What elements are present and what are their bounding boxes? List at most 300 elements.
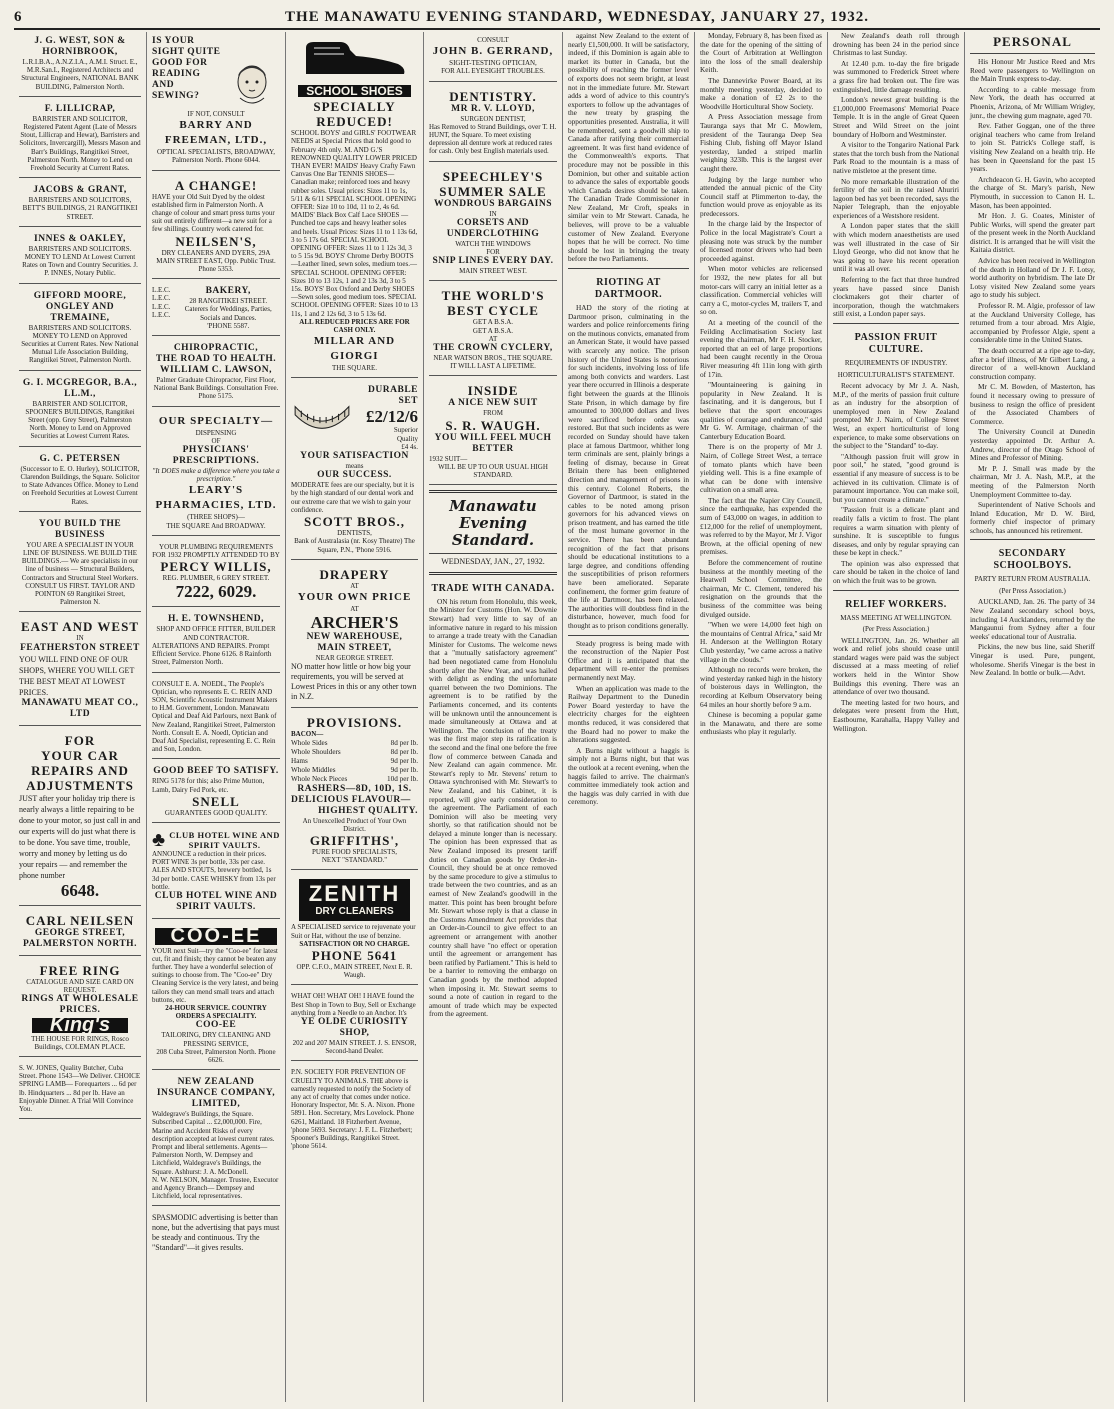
personal-paragraph: The death occurred at a ripe age to-day, after a brief illness, of Mr Gilbert Lang, a director of a well-known Auckland construction company. — [970, 346, 1095, 381]
plumbing-body: YOUR PLUMBING REQUIREMENTS FOR 1932 PROMPTLY ATTENDED TO BY — [152, 542, 280, 560]
opt-consult: CONSULT — [477, 36, 509, 44]
secondary-from: (Per Press Association.) — [999, 586, 1066, 595]
ad-name: F. LILLICRAP, — [44, 103, 116, 114]
ad-body: YOU ARE A SPECIALIST IN YOUR LINE OF BUSINESS. WE BUILD THE BUILDINGS.— We are specialists in our line of business — Structural Builders, Contractors and Structural Steel Workers. CONSULT US FIRST. TAYLOR AND POINTON 69 Rangitikei Street, Palmerston N. — [21, 540, 139, 607]
kings-wholesale: RINGS AT WHOLESALE PRICES. — [21, 993, 139, 1015]
news-paragraph: No more remarkable illustration of the fertility of the soil in the raised Ahuriri lagoon bed has yet been recorded, says the Napier Telegraph, than the enjoyable experiences of a Westshore resident. — [833, 176, 959, 220]
ad-name: G. C. PETERSEN — [39, 453, 121, 464]
passion-sub2: HORTICULTURALIST'S STATEMENT. — [837, 370, 955, 379]
ad-noedl — [152, 676, 280, 760]
spec-name: LEARY'S PHARMACIES, LTD. — [155, 484, 277, 512]
dent-means: means — [345, 462, 364, 471]
shoes-body: SCHOOL BOYS' and GIRLS' FOOTWEAR NEEDS at Special Prices that hold good to February 4th only. M. AND G.'S RENOWNED QUALITY LOWER PRICED THAN EVER! MAIDS' Heavy Crafty Fawn Canvas One Bar TENNIS SHOES—Canadian make; reinforced toes and heavy rubber soles. Usual prices: Sizes 11 to 1s, 5/11 & 6/11 SPECIAL SCHOOL OPENING OFFER: Size 10 to 10d, 11 to 2, 4s 6d. MAIDS' Black Box Calf Lace SHOES —Punched toe caps and heavy leather soles and heels. Usual Prices: Sizes 11 to 1 13s 6d, 3 to 5 17s 6d. SPECIAL SCHOOL OPENING OFFER: Sizes 11 to 1 12s 3d, 3 to 5 15s 9d. BOYS' Chrome Derby BOOTS—Leather lined, sewn soles, medium toes.— SPECIAL SCHOOL OPENING OFFER: Sizes 10 to 13 12s, 1 and 2 13s 3d, 3 to 5 15s. BOYS' Box Oxford and Derby SHOES —Sewn soles, good medium toes. SPECIAL SCHOOL OPENING OFFER: Sizes 10 to 13 11s, 1 and 2 12s 6d, 3 to 5 13s 6d. — [291, 129, 418, 318]
waugh-suit: A NICE NEW SUIT — [448, 398, 538, 409]
ad-kings-rings — [19, 959, 141, 1057]
ad-lec-bakery — [152, 282, 280, 336]
spec-main: PHYSICIANS' PRESCRIPTIONS. — [172, 445, 260, 467]
prov-item: Whole Middles — [291, 765, 336, 774]
ad-gerrand-optician — [429, 32, 557, 82]
ad-zenith — [291, 873, 418, 985]
personal-paragraph: Professor R. M. Algie, professor of law at the Auckland University College, has returned from a tour abroad. Mrs Algie, accompanied by Professor Algie, spent a considerable time in the United States. — [970, 301, 1095, 345]
nzi-name: NEW ZEALAND INSURANCE COMPANY, LIMITED, — [156, 1077, 276, 1110]
shoes-reduced: ALL REDUCED PRICES ARE FOR CASH ONLY. — [299, 317, 410, 335]
cooee-name: COO-EE — [195, 1020, 237, 1031]
rioting-headline: RIOTING AT DARTMOOR. — [594, 277, 663, 301]
relief-headline: RELIEF WORKERS. — [845, 598, 947, 610]
chiro-title: CHIROPRACTIC, — [173, 343, 259, 354]
club-name: CLUB HOTEL WINE AND SPIRIT VAULTS. — [169, 829, 280, 850]
shoes-title: SPECIALLY REDUCED! — [313, 99, 396, 130]
trade-paragraph: ON his return from Honolulu, this week, the Minister for Customs (Hon. W. Downie Stewart) had very little to say of an informative nature in regard to his mission to arrange a trade treaty with the Canadian Minister for Customs. The welcome news that a "mutually satisfactory agreement" had been negotiated came from Honolulu shortly after the New Year, and was hailed with delight as ending the unfortunate quarrel between the two Dominions. The agreement is to be ratified by the Parliaments concerned, and its contents will be unknown until the announcement is made simultaneously at Ottawa and at Wellington. The conclusion of the treaty was the first major step its ratification is the second and the final one before the free flow of commerce between Canada and New Zealand can again commence. Mr. Stewart's reply to Mr. Stevens' return to Ottawa synchronised with Mr. Stewart's to New Zealand, and his Cabinet, it is reported, will give early consideration to the agreement. The Parliament of each Dominion will also be meeting very shortly, so that ratification should not be delayed a minute longer than is necessary. The opinion has been expressed that as New Zealand imposed its present tariff duties on Canadian goods by Order-in-Council, they should be at once removed by the same procedure to give a stimulus to trade between the two countries, and as an earnest of New Zealand's goodwill in the matter. This point has been brought before Mr. Stewart whose reply is that a clause in the Customs Amendment Act provides that an Order-in-Council to give effect to an agreement or arrangement with another country shall have "no effect or operation until the agreement or arrangement has been ratified by Parliament." This is held to be a barrier to removing the embargo on Canadian goods by the method adopted when imposing it. Mr. Stewart seems to sound a note of caution in regard to the amount of trade which may be expected from the agreement. — [429, 596, 557, 1019]
prov-price: 9d per lb. — [390, 756, 418, 765]
ad-club-hotel — [152, 826, 280, 919]
dent4-title: DENTISTRY. — [449, 88, 537, 104]
ad-millar-giorgi — [291, 32, 418, 378]
zenith-body: A SPECIALISED service to rejuvenate your Suit or Hat, without the use of benzine. — [291, 923, 416, 940]
column-3 — [285, 32, 423, 1402]
prov-row — [291, 766, 418, 775]
club-body: ANNOUNCE a reduction in their prices. PORT WINE 3s per bottle, 33s per case. ALES AND STOUTS, brewery bottled, 1s 3d per bottle. CASE WHISKY from 13s per bottle. — [152, 849, 276, 891]
drap-title: DRAPERY — [319, 566, 390, 582]
cooee-logo: COO-EE — [155, 928, 278, 945]
article-rule — [568, 635, 689, 636]
ad-lillicrap — [19, 100, 141, 178]
prov-price: 8d per lb. — [390, 747, 418, 756]
dentures-row — [291, 385, 418, 451]
townshend-name: H. E. TOWNSHEND, — [167, 614, 265, 625]
passion-paragraph: "Passion fruit is a delicate plant and readily falls a victim to frost. The plant requires a warm situation with plenty of sunshine. It is susceptible to fungus diseases, and only by regular spraying can these be kept in check." — [833, 505, 959, 558]
eastwest-in: IN — [76, 634, 84, 643]
ad-body: L.R.I.B.A., A.N.Z.I.A., A.M.I. Struct. E., M.R.San.I., Registered Architects and Structural Engineers, NATIONAL BANK BUILDING, Palmerston North. — [21, 58, 139, 91]
ad-townshend — [152, 610, 280, 672]
bakery-name: BAKERY, — [205, 286, 251, 297]
sight-body: OPTICAL SPECIALISTS, BROADWAY, Palmerston North. Phone 6044. — [157, 148, 275, 165]
personal-headline: PERSONAL — [993, 34, 1072, 49]
column-6 — [694, 32, 827, 1402]
spe-line4: SNIP LINES EVERY DAY. — [432, 256, 554, 267]
opt-name: JOHN B. GERRAND, — [432, 45, 554, 58]
news-paragraph: When an application was made to the Railway Department to the Dunedin Power Board yesterday to have the electricity charges for the eighteen months reduced, it was considered that the Board had no power to make the alterations suggested. — [568, 683, 689, 745]
change-body: HAVE your Old Suit Dyed by the oldest established firm in Palmerston North. A change of colour and smart press turns your suit out entirely different—a new suit for a few shillings. Country work catered for. — [152, 192, 275, 234]
ad-spca — [291, 1064, 418, 1155]
school-shoe-illustration — [300, 38, 410, 78]
prov-price: 8d per lb. — [390, 738, 418, 747]
prov-item: Whole Neck Pieces — [291, 774, 348, 783]
crown-at: AT — [488, 334, 498, 343]
news-paragraph: Referring to the fact that three hundred years have passed since Danish clockmakers got their charter of incorporation, though the watchmakers still exist, a London paper says. — [833, 275, 959, 319]
club-sign: CLUB HOTEL WINE AND SPIRIT VAULTS. — [154, 890, 278, 912]
eastwest-sign: MANAWATU MEAT CO., LTD — [21, 697, 139, 719]
prov-price: 10d per lb. — [387, 774, 418, 783]
prov-row — [291, 757, 418, 766]
personal-paragraph: Rev. Father Goggan, one of the three original teachers who came from Ireland to join St. Patrick's College staff, is visiting New Zealand on a health trip. He has been in Queensland for the past 15 years. — [970, 121, 1095, 174]
ad-body: BARRISTER AND SOLICITOR, Registered Patent Agent (Late of Messrs Stout, Lillicrap and Hewat), Barristers and Solicitors, Invercargill), Messrs Mason and Barr's Buildings, Rangitikei Street, Palmerston North. Money to Lend on Freehold Security at Current Rates. — [19, 114, 141, 173]
rioting-paragraph: HAD the story of the rioting at Dartmoor prison, culminating in the warders and police reinforcements firing on the mutinous convicts, emanated from an American State, it would have passed with scarcely any notice. The prison history of the United States is notorious for such incidents, involving loss of life among both convicts and warders. Last year there occurred in Illinois a desperate fight between the guards at the Illinois State Prison, in which damage by fire amounted to 300,000 dollars and lives were sacrificed before order was restored. But that such incidents as were recorded on Sunday should have taken place at famous Dartmoor, whither long term criminals are sent, plainly brings a feeling of dismay, because in Great Britain there has been enlightened direction and management of prisons in this century. Colonel Roberts, the Governor of Dartmoor, is stated in the cables to be noted among prison governors for his advanced views on prison treatment, and has earned the title of the most humane governor in the service. There has been abundant recognition of the fact that prisons should be educational institutions to a large degree, and conditions offending the susceptibilities of prison reformers have been ameliorated. Separate confinement, the former grim feature of the life at Dartmoor, has been relaxed. The authorities will doubtless find in the disturbance, however, much food for thought as to prison conditions generally. — [568, 303, 689, 630]
spe-for: FOR — [486, 248, 500, 257]
ad-spasmodic — [152, 1209, 280, 1258]
ad-petersen — [19, 450, 141, 512]
prov-sub: PURE FOOD SPECIALISTS, — [312, 847, 397, 856]
news-paragraph: Monday, February 8, has been fixed as the date for the opening of the sitting of the Court of Arbitration at Wellington into the loss of the small dealership Keith. — [700, 32, 822, 75]
spe-line3: WATCH THE WINDOWS — [455, 239, 531, 248]
ad-waugh-suit — [429, 379, 557, 485]
news-paragraph: Before the commencement of routine business at the monthly meeting of the Heatwell School Committee, the chairman, Mr C. Clement, tendered his resignation on the grounds that the business of the committee was being divulged outside. — [700, 558, 822, 619]
change-name: NEILSEN'S, — [175, 233, 257, 249]
ad-body: BARRISTER AND SOLICITOR, SPOONER'S BUILDINGS, Rangitikei Street (opp. Grey Street), Palmerston North. Money to Lend on Approved Securities at Lowest Current Rates. — [25, 399, 135, 441]
bakery-phone: 'PHONE 5587. — [207, 321, 250, 330]
sight-name: BARRY AND FREEMAN, LTD., — [164, 119, 268, 147]
dent-name: SCOTT BROS., — [304, 514, 405, 530]
whatoh-body: WHAT OH! WHAT OH! I HAVE found the Best Shop in Town to Buy, Sell or Exchange anything from a Needle to an Anchor. It's — [291, 992, 416, 1017]
waugh-from: FROM — [483, 409, 503, 418]
news-paragraph: London's newest great building is the £1,000,000 Freemasons' Memorial Peace Temple. It is in the angle of Great Queen Street and Wild Street on the joint boundary of Holborn and Westminster. — [833, 95, 959, 139]
spec-where: THE SQUARE And BROADWAY. — [166, 521, 266, 530]
ad-jones-butcher — [19, 1060, 141, 1119]
article-rule — [970, 539, 1095, 540]
drap-own: YOUR OWN PRICE — [297, 590, 412, 603]
trade-headline: TRADE WITH CANADA. — [431, 582, 555, 594]
editorial-masthead-2: Evening Standard. — [451, 514, 535, 550]
dent4-sub: SURGEON DENTIST, — [460, 114, 526, 123]
prov-row — [291, 775, 418, 784]
ad-name: G. I. MCGREGOR, B.A., LL.M., — [22, 377, 138, 399]
news-paragraph: Although no records were broken, the wind yesterday ranked high in the history of boisterous days in Wellington, the recording at Kelburn Observatory being 64 miles an hour shortly before 9 a.m. — [700, 665, 822, 709]
ad-griffiths-provisions — [291, 711, 418, 870]
neilsen-name: CARL NEILSEN — [25, 912, 135, 928]
relief-from: (Per Press Association.) — [862, 625, 930, 634]
news-paragraph: "Mountaineering is gaining in popularity in New Zealand. It is fascinating, and it is dangerous, but I believe that the sport encourages qualities of courage and endurance," said Mr G. W. Armitage, chairman of the Canterbury Education Board. — [700, 380, 822, 441]
ad-curiosity-shop — [291, 988, 418, 1061]
ad-mcgregor — [19, 374, 141, 447]
zenith-phone: PHONE 5641 — [311, 947, 398, 963]
news-paragraph: A visitor to the Tongariro National Park states that the torch bush from the National Park Road to the mountain is a mass of native mistletoe at the present time. — [833, 140, 959, 175]
page-masthead — [14, 6, 1100, 30]
sight-headline: IS YOUR SIGHT QUITE GOOD FOR READING AND SEWING? — [152, 36, 221, 101]
column-7 — [827, 32, 964, 1402]
prov-bacon: BACON— — [291, 730, 324, 739]
ad-taylor-pointon — [19, 515, 141, 613]
ad-name: JACOBS & GRANT, — [33, 185, 127, 196]
personal-paragraph: Advice has been received in Wellington of the death in Holland of Dr J. F. Lotsy, world authority on hybridism. The late Dr Lotsy visited New Zealand some years ago to study his subject. — [970, 256, 1095, 300]
drap-at: AT — [350, 581, 359, 590]
dent4-body: Has Removed to Strand Buildings, over T. H. HUNT, the Square. To meet existing depression all denture work at reduced rates for cash. Only best English materials used. — [429, 122, 557, 156]
secondary-paragraph: AUCKLAND, Jan. 26. The party of 34 New Zealand secondary school boys, including 14 Aucklanders, returned by the Mangaunui from Sydney after a four weeks' educational tour of Australia. — [970, 597, 1095, 641]
ad-lloyd-dentistry — [429, 85, 557, 162]
ad-name: YOU BUILD THE BUSINESS — [38, 518, 122, 540]
drap-body: NO matter how little or how big your requirements, you will be served at Lowest Prices in this or any other town in N.Z. — [291, 662, 417, 702]
eastwest-title: EAST AND WEST — [20, 619, 139, 635]
masthead-rule — [429, 490, 557, 493]
ad-body: BARRISTERS AND SOLICITORS. MONEY TO LEND on Approved Securities at Current Rates. New National Mutual Life Association Building, Rangitikei Street, Palmerston North. — [21, 323, 139, 365]
waugh-standard: WILL BE UP TO OUR USUAL HIGH STANDARD. — [438, 462, 548, 480]
zenith-sub: DRY CLEANERS — [315, 906, 394, 918]
zenith-addr: OPP. C.F.O., MAIN STREET, Next E. R. Waugh. — [296, 962, 413, 980]
masthead-title: THE MANAWATU EVENING STANDARD, WEDNESDAY, JANUARY 27, 1932. — [285, 8, 869, 25]
ad-cooee — [152, 922, 280, 1070]
woman-reading-illustration — [220, 62, 280, 108]
drap-near: NEAR GEORGE STREET. — [315, 654, 394, 663]
masthead-rule — [429, 553, 557, 554]
news-paragraph: At a meeting of the council of the Feilding Acclimatisation Society last evening the chairman, Mr F. H. Stocker, reported that an eel of large proportions had been caught recently in the Oroua River measuring 4ft 11in long with girth of 17in. — [700, 318, 822, 379]
sight-consult: IF NOT, CONSULT — [187, 110, 245, 118]
news-paragraph: "When we were 14,000 feet high on the mountains of Central Africa," said Mr H. Anderson at the Wellington Rotary Club yesterday, "we came across a native village in the clouds." — [700, 620, 822, 664]
ad-scott-dentists — [291, 381, 418, 559]
beef-body: RING 5178 for this; also Prime Mutton, Lamb, Dairy Fed Pork, etc. — [152, 777, 265, 794]
drap-sub: NEW WAREHOUSE, — [306, 632, 403, 643]
jones-body: S. W. JONES, Quality Butcher, Cuba Street. Phone 1543—We Deliver. CHOICE SPRING LAMB— Forequarters ... 6d per lb. Hindquarters ... 8d per lb. Have an Enjoyable Dinner. A Trial Will Convince You. — [19, 1063, 141, 1113]
bakery-street: 28 RANGITIKEI STREET. — [189, 297, 268, 306]
news-paragraph: A Press Association message from Tauranga says that Mr C. Mowlem, president of the Tauranga Deep Sea Fishing Club, fishing off Mayor Island yesterday, landed a striped marlin weighing 323lb. This is the largest ever caught there. — [700, 112, 822, 173]
nzi-body: Waldegrave's Buildings, the Square. Subscribed Capital ... £2,000,000. Fire, Marine and Accident Risks of every description accepted at lowest current rates. Prompt and liberal settlements. Agents—Palmerston North, W. Dempsey and Litchfield, Waldegrave's Buildings, the Square. Ashhurst: J. A. McDonell. — [152, 1110, 275, 1176]
dent-quality: Quality — [397, 434, 418, 443]
eastwest-street: FEATHERSTON STREET — [20, 642, 140, 653]
plumbing-phone: 7222, 6029. — [175, 582, 257, 602]
crown-life: IT WILL LAST A LIFETIME. — [450, 362, 536, 371]
trade-continued: against New Zealand to the extent of nearly £1,500,000. It will be satisfactory, indeed, if this Dominion is again able to market its butter in Canada, but the possibility of reaching the former level of exports does not seem bright, at least not in the immediate future. Mr. Stewart adds a word of advice to this country's exporters to follow up the advantages of the new treaty by grasping the opportunities presented. Australia, it will be remembered, sent a goodwill ship to Canada after ratifying their commercial agreement. It was first hand evidence of the Commonwealth's exports. That procedure may not be possible in this Dominion, but other and suitable action to advance the sales of exportable goods which Canada desires should be taken. The Canadian Trade Commissioner in New Zealand, Mr Croft, speaks in similar vein to Mr Stewart. Canada, he believes, will prove to be a valuable customer of New Zealand. Everyone hopes that he will be correct. No time should be lost in bringing the treaty before the two Parliaments. — [568, 32, 689, 264]
dent-ours: OUR SUCCESS. — [317, 470, 392, 481]
personal-paragraph: According to a cable message from New York, the death has occurred at Phoenix, Arizona, of Mr William Wrigley, junr., the chewing gum magnate, aged 70. — [970, 84, 1095, 120]
cooee-service: 24-HOUR SERVICE. COUNTRY ORDERS A SPECIALITY. — [165, 1003, 267, 1021]
ad-name: GIFFORD MOORE, ONGLEY AND TREMAINE, — [33, 290, 127, 323]
passion-headline: PASSION FRUIT CULTURE. — [854, 332, 938, 355]
drap-name: ARCHER'S — [310, 613, 399, 633]
spec-of: OF — [211, 436, 221, 445]
chiro-line: THE ROAD TO HEALTH. — [155, 354, 277, 365]
cooee-sub: TAILORING, DRY CLEANING AND PRESSING SERVICE, — [161, 1031, 271, 1048]
ad-neilsens-dyers — [152, 174, 280, 280]
bakery-layout — [152, 286, 280, 330]
nzi-sign: N. W. NELSON, Manager. Trustee, Executor and Agency Branch— Dempsey and Litchfield, local representatives. — [152, 1175, 279, 1201]
ad-learys-pharmacies — [152, 410, 280, 536]
spec-quote: "It DOES make a difference where you take a prescription." — [152, 467, 280, 484]
crown-name: THE CROWN CYCLERY, — [433, 343, 553, 354]
eastwest-body: YOU WILL FIND ONE OF OUR SHOPS, WHERE YOU WILL GET THE BEST MEAT AT LOWEST PRICES. — [19, 654, 135, 697]
news-paragraph: New Zealand's death roll through drowning has been 24 in the period since Christmas to last Sunday. — [833, 32, 959, 58]
dent-superior: Superior — [393, 426, 418, 435]
news-paragraph: At 12.40 p.m. to-day the fire brigade was summoned to Frederick Street where a grass fire had broken out. The fire was extinguished, little damage resulting. — [833, 58, 959, 94]
news-paragraph: A Burns night without a haggis is simply not a Burns night, but that was the outlook at a recent evening, when the haggis failed to arrive. The chairman's committee immediately took action and the haggis was duly carried in with due ceremony. — [568, 745, 689, 807]
waugh-inside: INSIDE — [467, 383, 519, 399]
dent-body: MODERATE fees are our specialty, but it is by the high standard of our dental work and our extreme care that we wish to gain your confidence. — [291, 481, 415, 514]
secondary-headline: SECONDARY SCHOOLBOYS. — [993, 548, 1072, 572]
prov-item: Hams — [291, 756, 308, 765]
personal-paragraph: The University Council at Dunedin yesterday appointed Dr. Arthur A. Andrew, director of the Otago School of Mines and Professor of Mining. — [970, 427, 1095, 463]
drap-street: MAIN STREET, — [317, 643, 392, 654]
dent-price: £2/12/6 — [366, 407, 418, 427]
crown-near: NEAR WATSON BROS., THE SQUARE. — [433, 354, 553, 363]
bakery-lec: L.E.C. — [152, 302, 171, 311]
ad-name: INNES & OAKLEY, — [34, 233, 126, 244]
spec-sub: DISPENSING — [195, 428, 237, 437]
column-4 — [423, 32, 562, 1402]
ad-body: (Successor to E. O. Hurley), SOLICITOR, Clarendon Buildings, the Square. Solicitor to State Advances Office. Money to Lend on Freehold Securities at Lowest Current Rates. — [20, 464, 140, 506]
shoes-where: THE SQUARE. — [331, 364, 378, 373]
crown-title: THE WORLD'S BEST CYCLE — [441, 288, 545, 319]
ad-percy-willis — [152, 539, 280, 608]
crown-get2: GET A B.S.A. — [472, 326, 514, 335]
prov-delicious: DELICIOUS FLAVOUR— — [291, 794, 411, 805]
townshend-body: ALTERATIONS AND REPAIRS. Prompt Efficient Service. Phone 6126. 8 Rainforth Street, Palmerston North. — [152, 641, 272, 667]
spe-line2: CORSETS AND UNDERCLOTHING — [446, 217, 540, 239]
personal-paragraph: Mr C. M. Bowden, of Masterton, has found it necessary owing to pressure of business to resign the office of president of the Associated Chambers of Commerce. — [970, 382, 1095, 426]
article-rule — [568, 268, 689, 269]
spe-line1: WONDROUS BARGAINS — [433, 198, 553, 209]
secondary-sub: PARTY RETURN FROM AUSTRALIA. — [974, 575, 1091, 584]
ad-jacobs-grant — [19, 181, 141, 227]
prov-item: Whole Sides — [291, 738, 328, 747]
spe-title: SPEECHLEY'S — [442, 168, 544, 184]
kings-logo: King's — [32, 1018, 128, 1033]
beef-name: SNELL — [192, 793, 240, 809]
chiro-body: Palmer Graduate Chiropractor, First Floor, National Bank Buildings. Consultation Free. Phone 5175. — [153, 376, 279, 401]
cooee-addr: 208 Cuba Street, Palmerston North. Phone 6626. — [156, 1047, 276, 1064]
townshend-sub: SHOP AND OFFICE FITTER, BUILDER AND CONTRACTOR. — [156, 625, 276, 642]
column-8 — [964, 32, 1100, 1402]
crown-get1: GET A B.S.A. — [472, 318, 514, 327]
shoes-name: MILLAR AND GIORGI — [313, 335, 396, 363]
prov-item: Whole Shoulders — [291, 747, 341, 756]
ad-car-repairs — [19, 729, 141, 906]
news-paragraph: The fact that the Napier City Council, since the earthquake, has expended the sum of £43,000 on wages, in addition to £12,000 for the relief of unemployment, was referred to by the Mayor, Mr J. Vigor Brown, at the official opening of new premises. — [700, 495, 822, 557]
relief-sub: MASS MEETING AT WELLINGTON. — [840, 613, 952, 622]
bakery-lec: L.E.C. — [152, 294, 171, 303]
bakery-body: Caterers for Weddings, Parties, Socials and Dances. — [184, 305, 272, 322]
news-paragraph: There is on the property of Mr J. Nairn, of College Street West, a terrace of tomato plants which have been yielding well. This is a fine example of what can be done with intensive cultivation on a small area. — [700, 442, 822, 495]
column-2 — [146, 32, 285, 1402]
beef-title: GOOD BEEF TO SATISFY. — [153, 766, 279, 777]
ad-crown-cyclery — [429, 284, 557, 376]
editorial-masthead-1: Manawatu — [449, 497, 537, 516]
chiro-name: WILLIAM C. LAWSON, — [160, 365, 272, 376]
opt-line: FOR ALL EYESIGHT TROUBLES. — [441, 67, 545, 76]
plumbing-addr: REG. PLUMBER, 6 GREY STREET. — [162, 574, 270, 583]
change-sub: DRY CLEANERS AND DYERS, 29A MAIN STREET EAST, Opp. Public Trust. Phone 5353. — [156, 248, 276, 274]
spe-line5: MAIN STREET WEST. — [459, 267, 527, 276]
editorial-date: WEDNESDAY, JAN., 27, 1932. — [441, 557, 545, 567]
ad-innes-oakley — [19, 230, 141, 284]
news-paragraph: Chinese is becoming a popular game in the Manawatu, and there are some enthusiasts who play it regularly. — [700, 710, 822, 737]
kings-free: FREE RING — [39, 962, 121, 978]
plumbing-name: PERCY WILLIS, — [160, 559, 272, 575]
personal-paragraph: His Honour Mr Justice Reed and Mrs Reed were passengers to Wellington on the Main Trunk express to-day. — [970, 57, 1095, 84]
opt-sub: SIGHT-TESTING OPTICIAN, — [449, 59, 537, 68]
prov-row — [291, 748, 418, 757]
whatoh-addr: 202 and 207 MAIN STREET. J. S. ENSOR, Second-hand Dealer. — [292, 1038, 417, 1056]
secondary-paragraph: Pickins, the new bus line, said Sheriff Vinegar is used. Pure, pungent, wholesome. Sherifs Vinegar is the best in New Zealand. In bottle or bulk.—Advt. — [970, 642, 1095, 678]
spasmodic-body: SPASMODIC advertising is better than none, but the advertising that pays must be steady and continuous. Try the "Standard"—it gives results. — [152, 1213, 280, 1253]
whatoh-name: YE OLDE CURIOSITY SHOP, — [300, 1016, 409, 1038]
club-suit-icon: ♣ — [152, 828, 166, 851]
prov-price: 9d per lb. — [390, 765, 418, 774]
prov-name: GRIFFITHS', — [309, 832, 400, 848]
shoes-label: SCHOOL SHOES — [298, 85, 410, 98]
news-paragraph: The Dannevirke Power Board, at its monthly meeting yesterday, decided to make a donation of £2 2s to the Woodville Horticultural Show Society. — [700, 75, 822, 111]
dent-addr: Bank of Australasia (nr. Kosy Theatre) The Square, P.N., 'Phone 5916. — [294, 537, 415, 554]
news-paragraph: When motor vehicles are relicensed for 1932, the new plates for all but motor-cars will carry an initial letter as a classification. Commercial vehicles will carry a C, motor-cycles M, trailers T, and so on. — [700, 264, 822, 317]
spec-shops: (THREE SHOPS)— — [187, 513, 245, 522]
car-title1: FOR — [64, 732, 96, 748]
ad-speechley — [429, 165, 557, 282]
article-rule — [970, 53, 1095, 54]
denture-illustration — [291, 400, 353, 436]
ad-west-hornibrook — [19, 32, 141, 97]
personal-paragraph: Archdeacon G. H. Gavin, who accepted the charge of St. Mary's parish, New Plymouth, in succession to Canon H. L. Mason, has been appointed. — [970, 174, 1095, 210]
masthead-rule — [429, 572, 557, 575]
zenith-name: ZENITH — [308, 881, 401, 907]
spca-body: P.N. SOCIETY FOR PREVENTION OF CRUELTY TO ANIMALS. THE above is earnestly requested to notify the Society of any act of cruelty that comes under notice. Honorary Inspector, Mr. S. A. Nixon. Phone 5891. Hon. Secretary, Mrs Lovelock. Phone 6261, Maitland. 18 Fitzherbert Avenue, 'phone 5693. Secretary: J. F. L. Fitzherbert; Spooner's Buildings, Rangitikei Street. 'phone 5614. — [291, 1068, 415, 1151]
ad-body: BARRISTERS AND SOLICITORS, BETT'S BUILDINGS, 21 RANGITIKEI STREET. — [22, 196, 138, 221]
waugh-name: S. R. WAUGH. — [445, 417, 541, 433]
relief-paragraph: WELLINGTON, Jan. 26. Whether all work and relief jobs should cease until standard wages were paid was the subject discussed at a mass meeting of relief workers held in the Wintor Show Buildings this evening. There was an attendance of over two thousand. — [833, 635, 959, 697]
change-title: A CHANGE! — [174, 177, 258, 193]
ad-gifford-moore — [19, 287, 141, 371]
news-paragraph: Steady progress is being made with the reconstruction of the Napier Post Office and it is anticipated that the department will re-enter the premises permanently next May. — [568, 638, 689, 682]
passion-paragraph: The opinion was also expressed that care should be taken in the choice of land on which the fruit was to be grown. — [833, 558, 959, 586]
article-rule — [833, 590, 959, 591]
news-paragraph: A London paper states that the skill with which modern anaesthetists are used was well illustrated in the case of Sir Lloyd George, who did not know that he was going to have his recent operation until it was all over. — [833, 221, 959, 274]
zenith-guarantee: SATISFACTION OR NO CHARGE. — [299, 939, 410, 948]
prov-next: NEXT "STANDARD." — [321, 856, 388, 865]
ad-carl-neilsen — [19, 909, 141, 956]
relief-paragraph: The meeting lasted for two hours, and delegates were present from the Hutt, Eastbourne, Karahalla, Happy Valley and Wellington. — [833, 697, 959, 733]
dent4-name: MR R. V. LLOYD, — [451, 103, 535, 114]
personal-paragraph: Superintendent of Native Schools and Inland Education, Mr D. W. Bird, formerly chief inspector of primary schools, has announced his retirement. — [970, 500, 1095, 535]
zenith-logo — [299, 879, 410, 921]
noedl-body: CONSULT E. A. NOEDL, The People's Optician, who represents E. C. REIN AND SON, Scientific Acoustic Instrument Makers to H.M. Government, London. Manawatu Optical and Deaf Aid Parlours, next Bank of New Zealand, Rangitikei Street, Palmerston North. Consult E. A. Noedl, Optician and Deaf Aid Specialist, representing E. C. Rein and Son, London. — [152, 679, 278, 754]
car-phone: 6648. — [60, 880, 100, 900]
beef-sub: GUARANTEES GOOD QUALITY. — [164, 808, 268, 817]
prov-unexcelled: An Unexcelled Product of Your Own District. — [302, 816, 407, 833]
ad-name: J. G. WEST, SON & HORNIBROOK, — [34, 36, 126, 57]
waugh-feel: YOU WILL FEEL MUCH BETTER — [434, 432, 552, 454]
neilsen-street: GEORGE STREET, — [34, 927, 126, 938]
prov-row — [291, 739, 418, 748]
ad-snell — [152, 762, 280, 823]
passion-paragraph: Recent advocacy by Mr J. A. Nash, M.P., of the merits of passion fruit culture as an industry for the absorption of unemployed men in New Zealand prompted Mr J. Nairn, of College Street West, an expert horticulturist of long experience, to make some observations on the subject to the "Standard" to-day. — [833, 381, 959, 451]
kings-house: THE HOUSE FOR RINGS, Rosco Buildings, COLEMAN PLACE. — [31, 1034, 129, 1051]
prov-rashers: RASHERS—8D, 10D, 1S. — [297, 783, 412, 794]
column-1 — [14, 32, 146, 1402]
passion-paragraph: "Although passion fruit will grow in poor soil," he stated, "good ground is essential if any measure of success is to be achieved in its cultivation. Climate is of paramount importance. You can make soil, but you cannot create a climate." — [833, 451, 959, 504]
waugh-1932: 1932 SUIT— — [429, 454, 468, 463]
personal-paragraph: Mr P. J. Small was made by the chairman, Mr J. A. Nash, M.P., at the meeting of the Palmerston North Unemployment Committee to-day. — [970, 463, 1095, 499]
car-title2: YOUR CAR REPAIRS AND ADJUSTMENTS — [26, 747, 134, 793]
dent-price2: £4 4s. — [401, 442, 418, 451]
bakery-lec: L.E.C. — [152, 310, 171, 319]
club-header — [152, 830, 280, 850]
dent-your: YOUR SATISFACTION — [300, 451, 409, 462]
dent-sub: DENTISTS, — [337, 529, 372, 538]
ad-nz-insurance — [152, 1073, 280, 1206]
ad-barry-freeman — [152, 32, 280, 171]
prov-title: PROVISIONS. — [306, 715, 403, 731]
ad-body: BARRISTERS AND SOLICITORS. MONEY TO LEND At Lowest Current Rates on Town and Country Securities. J. P. INNES, Notary Public. — [22, 244, 138, 278]
bakery-lec-lines — [152, 286, 170, 319]
passion-sub1: REQUIREMENTS OF INDUSTRY. — [844, 359, 948, 367]
ad-archers-drapery — [291, 563, 418, 709]
news-paragraph: In the charge laid by the Inspector of Police in the local Magistrate's Court a pleasing note was struck by the number of licensed motor drivers who had been proceeded against. — [700, 219, 822, 263]
car-body: JUST after your holiday trip there is nearly always a little repairing to be done to your motor, so just call in and our experts will do just what there is to be done. You save time, trouble, worry and money by letting us do your repairs — and remember the phone number — [19, 793, 141, 880]
page-number: 6 — [14, 8, 23, 25]
neilsen-town: PALMERSTON NORTH. — [23, 938, 137, 949]
bakery-lec: L.E.C. — [152, 286, 171, 295]
dent-durable: DURABLE SET — [368, 385, 418, 407]
ad-east-west — [19, 615, 141, 725]
news-paragraph: Judging by the large number who attended the annual picnic of the City Council staff at Plimmerton to-day, the function would prove as enjoyable as its predecessors. — [700, 174, 822, 218]
drap-at2: AT — [350, 604, 359, 613]
cooee-body: YOUR next Suit—try the "Coo-ee" for latest cut, fit and finish; they cannot be beaten any further. They have a wonderful selection of suitings to choose from. The "Coo-ee" Dry Cleaning Service is the very latest, and being tailors they can mend small tears and attach buttons, etc. — [152, 946, 279, 1004]
prov-highest: HIGHEST QUALITY. — [318, 805, 418, 816]
